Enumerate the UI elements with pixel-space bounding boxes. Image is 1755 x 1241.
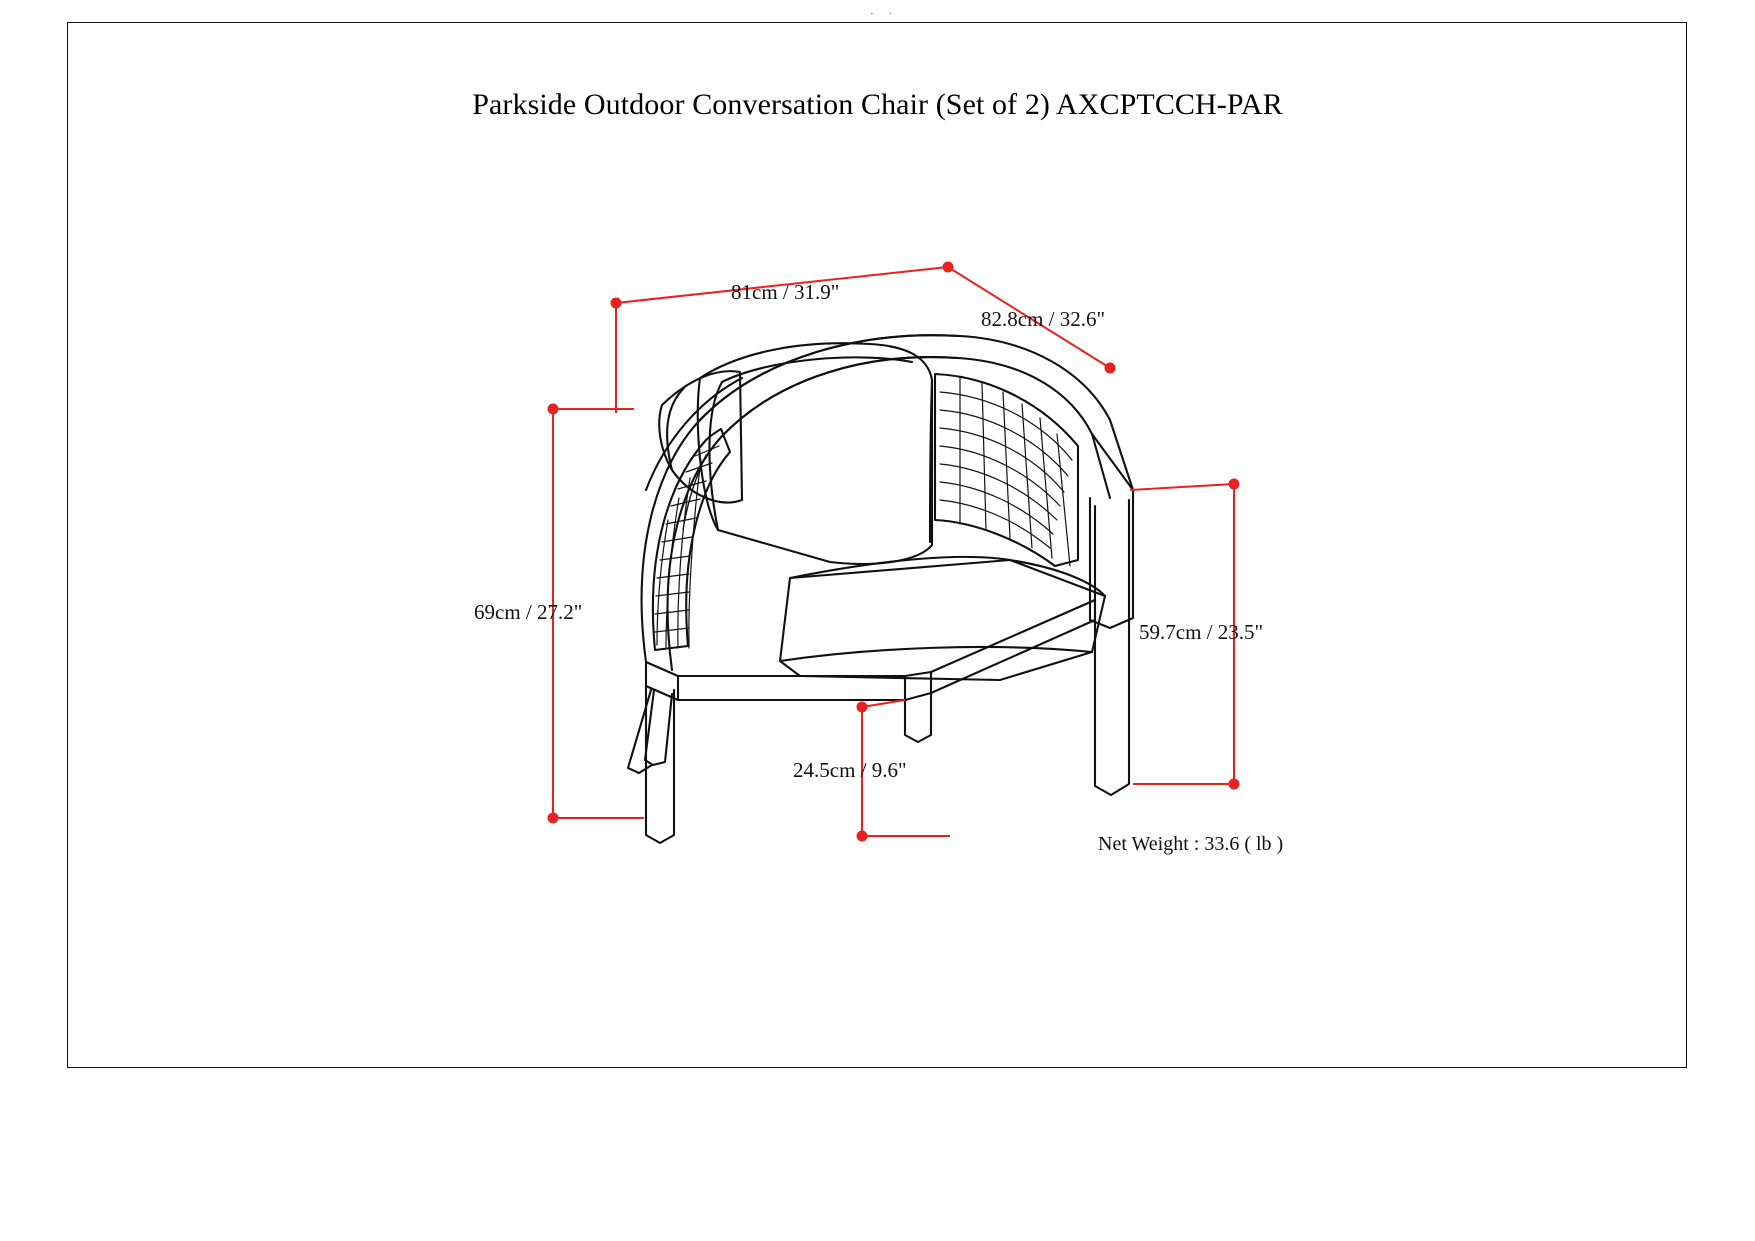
dimension-annotations	[548, 262, 1240, 842]
chair-seat-cushion	[780, 560, 1105, 680]
chair-seat-cushion-seam-front	[780, 647, 1092, 661]
dimension-label-height-left: 69cm / 27.2"	[474, 600, 583, 624]
chair-leg-mid	[905, 693, 931, 742]
net-weight-label: Net Weight : 33.6 ( lb )	[1098, 833, 1284, 855]
dimension-label-depth-top-right: 82.8cm / 32.6"	[981, 307, 1106, 331]
dimension-label-seat-height: 24.5cm / 9.6"	[793, 758, 907, 782]
top-edge-mark: · ·	[870, 8, 899, 20]
chair-seat-apron	[646, 600, 1095, 700]
chair-arm-right-top	[1092, 434, 1133, 490]
dimension-label-width-top: 81cm / 31.9"	[731, 280, 840, 304]
chair-back-frame-outer	[642, 335, 1133, 662]
page-title: Parkside Outdoor Conversation Chair (Set of 2) AXCPTCCH-PAR	[472, 88, 1283, 121]
chair-top-rail	[700, 335, 960, 420]
chair-leg-rear	[645, 690, 672, 765]
dimension-label-depth-right: 59.7cm / 23.5"	[1139, 620, 1264, 644]
chair-post-front-right	[1090, 490, 1133, 628]
chair-leg-front-right	[1095, 500, 1129, 795]
